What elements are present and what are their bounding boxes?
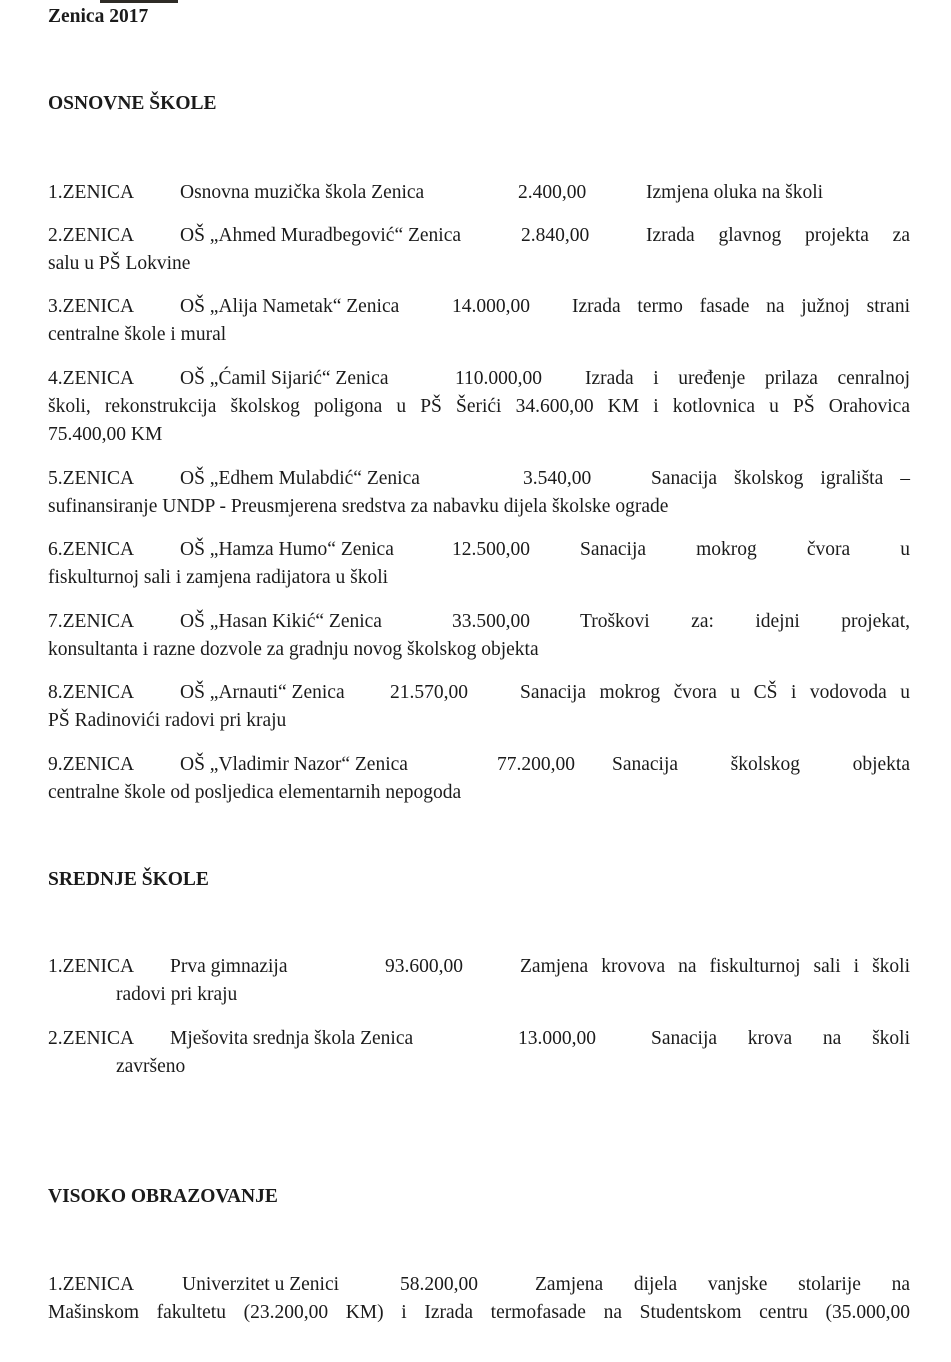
description: Sanacija krova na školi (651, 1028, 910, 1049)
entry-row (0, 751, 951, 778)
school-name: OŠ „Arnauti“ Zenica (180, 682, 345, 703)
amount: 2.400,00 (518, 182, 587, 203)
continuation-line: salu u PŠ Lokvine (48, 253, 191, 274)
school-name: OŠ „Edhem Mulabdić“ Zenica (180, 468, 420, 489)
school-name: OŠ „Vladimir Nazor“ Zenica (180, 754, 408, 775)
description: Izrada termo fasade na južnoj strani (572, 296, 910, 317)
school-name: OŠ „Ćamil Sijarić“ Zenica (180, 368, 389, 389)
entry-number: 1.ZENICA (48, 956, 135, 977)
entry-row (0, 608, 951, 635)
description: Troškovi za: idejni projekat, (580, 611, 910, 632)
entry-number: 2.ZENICA (48, 225, 135, 246)
description: Izrada i uređenje prilaza cenralnoj (585, 368, 910, 389)
amount: 2.840,00 (521, 225, 590, 246)
school-name: OŠ „Ahmed Muradbegović“ Zenica (180, 225, 462, 246)
continuation-line: centralne škole i mural (48, 324, 227, 345)
amount: 12.500,00 (452, 539, 530, 560)
entry-number: 3.ZENICA (48, 296, 135, 317)
amount: 13.000,00 (518, 1028, 596, 1049)
section-heading-srednje-skole: SREDNJE ŠKOLE (48, 869, 209, 890)
amount: 77.200,00 (497, 754, 575, 775)
amount: 93.600,00 (385, 956, 463, 977)
section-heading-osnovne-skole: OSNOVNE ŠKOLE (48, 93, 217, 114)
description: Izrada glavnog projekta za (646, 225, 910, 246)
continuation-line: PŠ Radinovići radovi pri kraju (48, 710, 287, 731)
description: Sanacija školskog igrališta – (651, 468, 910, 489)
continuation-line: 75.400,00 KM (48, 424, 163, 445)
amount: 21.570,00 (390, 682, 468, 703)
entry-number: 8.ZENICA (48, 682, 135, 703)
entry-row (0, 465, 951, 492)
entry-number: 4.ZENICA (48, 368, 135, 389)
entry-row (0, 222, 951, 249)
amount: 58.200,00 (400, 1274, 478, 1295)
entry-number: 1.ZENICA (48, 182, 135, 203)
section-heading-visoko-obrazovanje: VISOKO OBRAZOVANJE (48, 1186, 278, 1207)
entry-row (0, 365, 951, 392)
continuation-line: školi, rekonstrukcija školskog poligona u PŠ Šerići 34.600,00 KM i kotlovnica u PŠ Orahovica (48, 396, 910, 417)
amount: 110.000,00 (455, 368, 543, 389)
school-name: OŠ „Hasan Kikić“ Zenica (180, 611, 382, 632)
continuation-line: sufinansiranje UNDP - Preusmjerena sredstva za nabavku dijela školske ograde (48, 496, 669, 517)
entry-row (0, 953, 951, 980)
school-name: Univerzitet u Zenici (182, 1274, 340, 1295)
continuation-line: završeno (116, 1056, 186, 1077)
school-name: OŠ „Hamza Humo“ Zenica (180, 539, 394, 560)
entry-row (0, 679, 951, 706)
continuation-line: fiskulturnoj sali i zamjena radijatora u školi (48, 567, 389, 588)
continuation-line: centralne škole od posljedica elementarnih nepogoda (48, 782, 462, 803)
amount: 14.000,00 (452, 296, 530, 317)
continuation-line: radovi pri kraju (116, 984, 238, 1005)
entry-number: 7.ZENICA (48, 611, 135, 632)
entry-row (0, 293, 951, 320)
description: Sanacija školskog objekta (612, 754, 910, 775)
school-name: OŠ „Alija Nametak“ Zenica (180, 296, 400, 317)
entry-row (0, 1025, 951, 1052)
entry-row (0, 179, 951, 206)
entry-row (0, 536, 951, 563)
description: Sanacija mokrog čvora u CŠ i vodovoda u (520, 682, 910, 703)
entry-number: 1.ZENICA (48, 1274, 135, 1295)
entry-number: 6.ZENICA (48, 539, 135, 560)
school-name: Prva gimnazija (170, 956, 288, 977)
entry-number: 2.ZENICA (48, 1028, 135, 1049)
description: Izmjena oluka na školi (646, 182, 824, 203)
description: Sanacija mokrog čvora u (580, 539, 910, 560)
amount: 3.540,00 (523, 468, 592, 489)
continuation-line: konsultanta i razne dozvole za gradnju novog školskog objekta (48, 639, 539, 660)
school-name: Mješovita srednja škola Zenica (170, 1028, 414, 1049)
description: Zamjena dijela vanjske stolarije na (535, 1274, 910, 1295)
amount: 33.500,00 (452, 611, 530, 632)
entry-number: 5.ZENICA (48, 468, 135, 489)
entry-row (0, 1271, 951, 1298)
continuation-line: Mašinskom fakultetu (23.200,00 KM) i Izrada termofasade na Studentskom centru (35.000,00 (48, 1302, 910, 1323)
description: Zamjena krovova na fiskulturnoj sali i školi (520, 956, 910, 977)
page-title: Zenica 2017 (48, 6, 149, 27)
entry-number: 9.ZENICA (48, 754, 135, 775)
school-name: Osnovna muzička škola Zenica (180, 182, 425, 203)
